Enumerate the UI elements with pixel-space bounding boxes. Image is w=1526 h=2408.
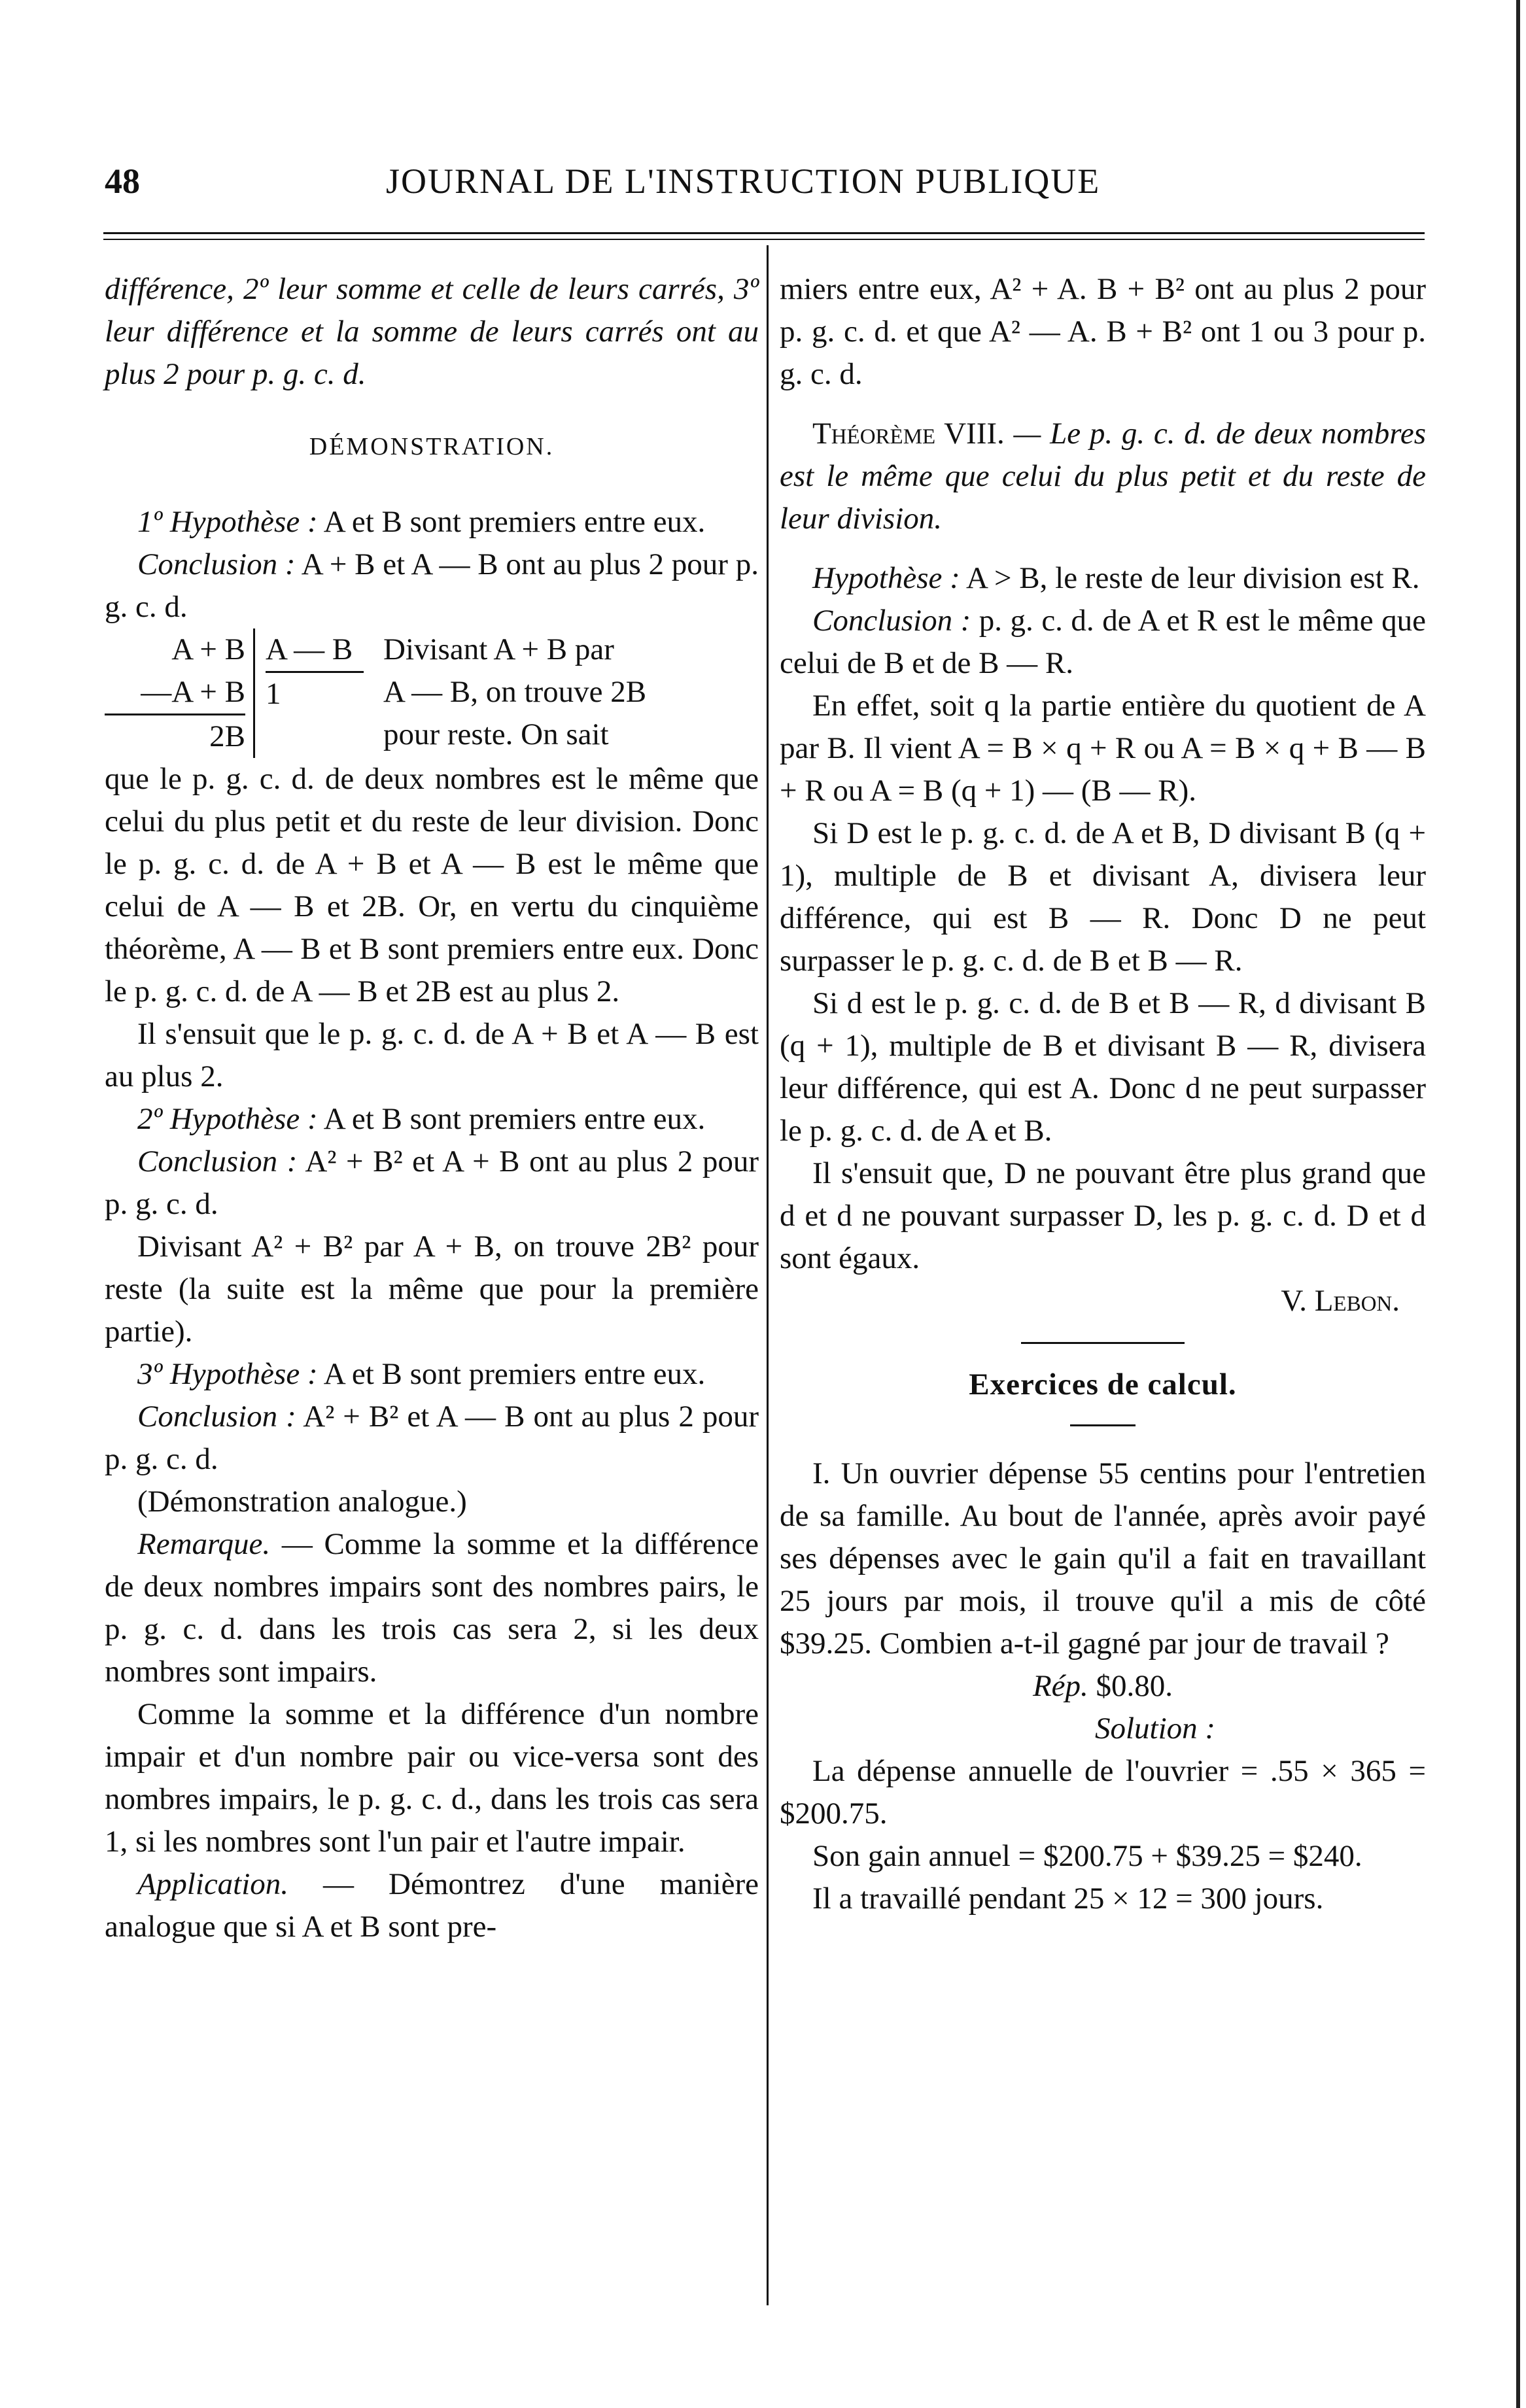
division-divisor bbox=[255, 628, 383, 715]
answer-line bbox=[780, 1665, 1426, 1708]
paragraph-il-s-ensuit: Il s'ensuit que, D ne pouvant être plus grand que d et d ne pouvant surpasser D, les p. g. c. d. D et d sont égaux. bbox=[780, 1156, 1426, 1275]
answer-label: Rép. bbox=[1032, 1669, 1088, 1703]
conclusion-2-text: A² + B² et A + B ont au plus 2 pour p. g. c. d. bbox=[105, 1144, 759, 1221]
conclusion-1 bbox=[105, 543, 759, 628]
section-separator bbox=[1021, 1342, 1185, 1344]
hypothesis bbox=[780, 557, 1426, 600]
division-quotient: 1 bbox=[266, 677, 281, 711]
hypothesis-2-text: A et B sont premiers entre eux. bbox=[317, 1102, 706, 1136]
hypothesis-3 bbox=[105, 1353, 759, 1396]
continued-paragraph: miers entre eux, A² + A. B + B² ont au plus 2 pour p. g. c. d. et que A² — A. B + B² ont 1 ou 3 pour p. g. c. d. bbox=[780, 272, 1426, 391]
section-title: Exercices de calcul. bbox=[969, 1367, 1237, 1402]
exercise-1: I. Un ouvrier dépense 55 centins pour l'entretien de sa famille. Au bout de l'année, après avoir payé ses dépenses avec le gain qu'il a fait en travaillant 25 jours par mois, il trouve qu'il a mis de côté $39.25. Combien a-t-il gagné par jour de travail ? bbox=[780, 1456, 1426, 1660]
conclusion-3-label: Conclusion : bbox=[137, 1400, 296, 1434]
section-title-underline bbox=[1070, 1424, 1136, 1426]
division-diagram bbox=[105, 628, 759, 758]
demonstration-heading: DÉMONSTRATION. bbox=[309, 433, 555, 460]
conclusion-1-label: Conclusion : bbox=[137, 547, 296, 581]
hypothesis-3-text: A et B sont premiers entre eux. bbox=[317, 1357, 706, 1391]
paragraph-en-effet: En effet, soit q la partie entière du quotient de A par B. Il vient A = B × q + R ou A = B × q + B — B + R ou A = B (q + 1) — (B — R). bbox=[780, 689, 1426, 808]
theorem-8 bbox=[780, 413, 1426, 540]
theorem-8-label: Théorème VIII. bbox=[812, 417, 1005, 451]
remark-label: Remarque. bbox=[137, 1527, 271, 1561]
solution-line-1: La dépense annuelle de l'ouvrier = .55 × 365 = $200.75. bbox=[780, 1754, 1426, 1831]
conclusion-2-label: Conclusion : bbox=[137, 1144, 298, 1178]
paragraph-si-d: Si d est le p. g. c. d. de B et B — R, d divisant B (q + 1), multiple de B et divisant B — R, divisera leur différence, qui est A. Donc d ne peut surpasser le p. g. c. d. de A et B. bbox=[780, 986, 1426, 1148]
solution-label: Solution : bbox=[1094, 1711, 1216, 1746]
remark-paragraph bbox=[105, 1523, 759, 1693]
hypothesis-1-text: A et B sont premiers entre eux. bbox=[317, 505, 706, 539]
header-double-rule bbox=[103, 232, 1425, 240]
theorem-8-text: — Le p. g. c. d. de deux nombres est le même que celui du plus petit et du reste de leur division. bbox=[780, 417, 1427, 536]
conclusion-2 bbox=[105, 1141, 759, 1226]
paragraph-after-division: que le p. g. c. d. de deux nombres est le même que celui du plus petit et du reste de leur division. Donc le p. g. c. d. de A + B et A — B est le même que celui de A — B et 2B. Or, en vertu du cinquième théorème, A — B et B sont premiers entre eux. Donc le p. g. c. d. de A — B et 2B est au plus 2. bbox=[105, 762, 759, 1008]
hypothesis-text: A > B, le reste de leur division est R. bbox=[960, 561, 1420, 595]
division-line-2: —A + B bbox=[105, 671, 245, 715]
hypothesis-1-label: 1º Hypothèse : bbox=[137, 505, 318, 539]
hypothesis-1 bbox=[105, 501, 759, 543]
division-dividend bbox=[105, 628, 255, 758]
solution-line-2: Son gain annuel = $200.75 + $39.25 = $240. bbox=[812, 1839, 1362, 1873]
conclusion bbox=[780, 600, 1426, 685]
division-text-2: A — B, on trouve 2B bbox=[383, 675, 647, 709]
paragraph-comme: Comme la somme et la différence d'un nombre impair et d'un nombre pair ou vice-versa sont des nombres impairs, le p. g. c. d., dans les trois cas sera 1, si les nombres sont l'un pair et l'autre impair. bbox=[105, 1697, 759, 1859]
division-divisor-value: A — B bbox=[266, 628, 364, 673]
paragraph-analogue: (Démonstration analogue.) bbox=[137, 1485, 467, 1519]
conclusion-text: p. g. c. d. de A et R est le même que celui de B et de B — R. bbox=[780, 604, 1426, 680]
conclusion-1-text: A + B et A — B ont au plus 2 pour p. g. c. d. bbox=[105, 547, 759, 624]
application-label: Application. bbox=[137, 1867, 289, 1901]
page-edge-shadow bbox=[1516, 0, 1520, 2408]
remark-text: — Comme la somme et la différence de deux nombres impairs sont des nombres pairs, le p. g. c. d. dans les trois cas sera 2, si les deux nombres sont impairs. bbox=[105, 1527, 759, 1689]
intro-paragraph: différence, 2º leur somme et celle de leurs carrés, 3º leur différence et la somme de leurs carrés ont au plus 2 pour p. g. c. d. bbox=[105, 272, 759, 391]
paragraph-ensuit: Il s'ensuit que le p. g. c. d. de A + B et A — B est au plus 2. bbox=[105, 1017, 759, 1093]
division-explanation bbox=[383, 628, 759, 756]
right-column bbox=[780, 268, 1426, 1920]
division-text-3: pour reste. On sait bbox=[383, 717, 609, 751]
conclusion-3 bbox=[105, 1396, 759, 1481]
hypothesis-2-label: 2º Hypothèse : bbox=[137, 1102, 318, 1136]
division-text-1: Divisant A + B par bbox=[383, 632, 614, 666]
answer-value: $0.80. bbox=[1088, 1669, 1173, 1703]
hypothesis-2 bbox=[105, 1098, 759, 1141]
paragraph-divisant: Divisant A² + B² par A + B, on trouve 2B² pour reste (la suite est la même que pour la première partie). bbox=[105, 1230, 759, 1349]
application-paragraph bbox=[105, 1863, 759, 1948]
solution-line-3: Il a travaillé pendant 25 × 12 = 300 jours. bbox=[812, 1882, 1324, 1916]
author-signature: V. Lebon. bbox=[1281, 1284, 1400, 1318]
left-column bbox=[105, 268, 759, 1948]
conclusion-3-text: A² + B² et A — B ont au plus 2 pour p. g. c. d. bbox=[105, 1400, 759, 1476]
paragraph-si-D: Si D est le p. g. c. d. de A et B, D divisant B (q + 1), multiple de B et divisant A, divisera leur différence, qui est B — R. Donc D ne peut surpasser le p. g. c. d. de B et B — R. bbox=[780, 816, 1426, 978]
page-number: 48 bbox=[105, 162, 140, 201]
hypothesis-label: Hypothèse : bbox=[812, 561, 960, 595]
column-divider bbox=[767, 245, 769, 2305]
running-title: JOURNAL DE L'INSTRUCTION PUBLIQUE bbox=[386, 162, 1101, 201]
division-remainder: 2B bbox=[209, 719, 245, 753]
application-text: — Démontrez d'une manière analogue que si A et B sont pre- bbox=[105, 1867, 759, 1944]
conclusion-label: Conclusion : bbox=[812, 604, 971, 638]
division-line-1: A + B bbox=[171, 632, 245, 666]
hypothesis-3-label: 3º Hypothèse : bbox=[137, 1357, 318, 1391]
